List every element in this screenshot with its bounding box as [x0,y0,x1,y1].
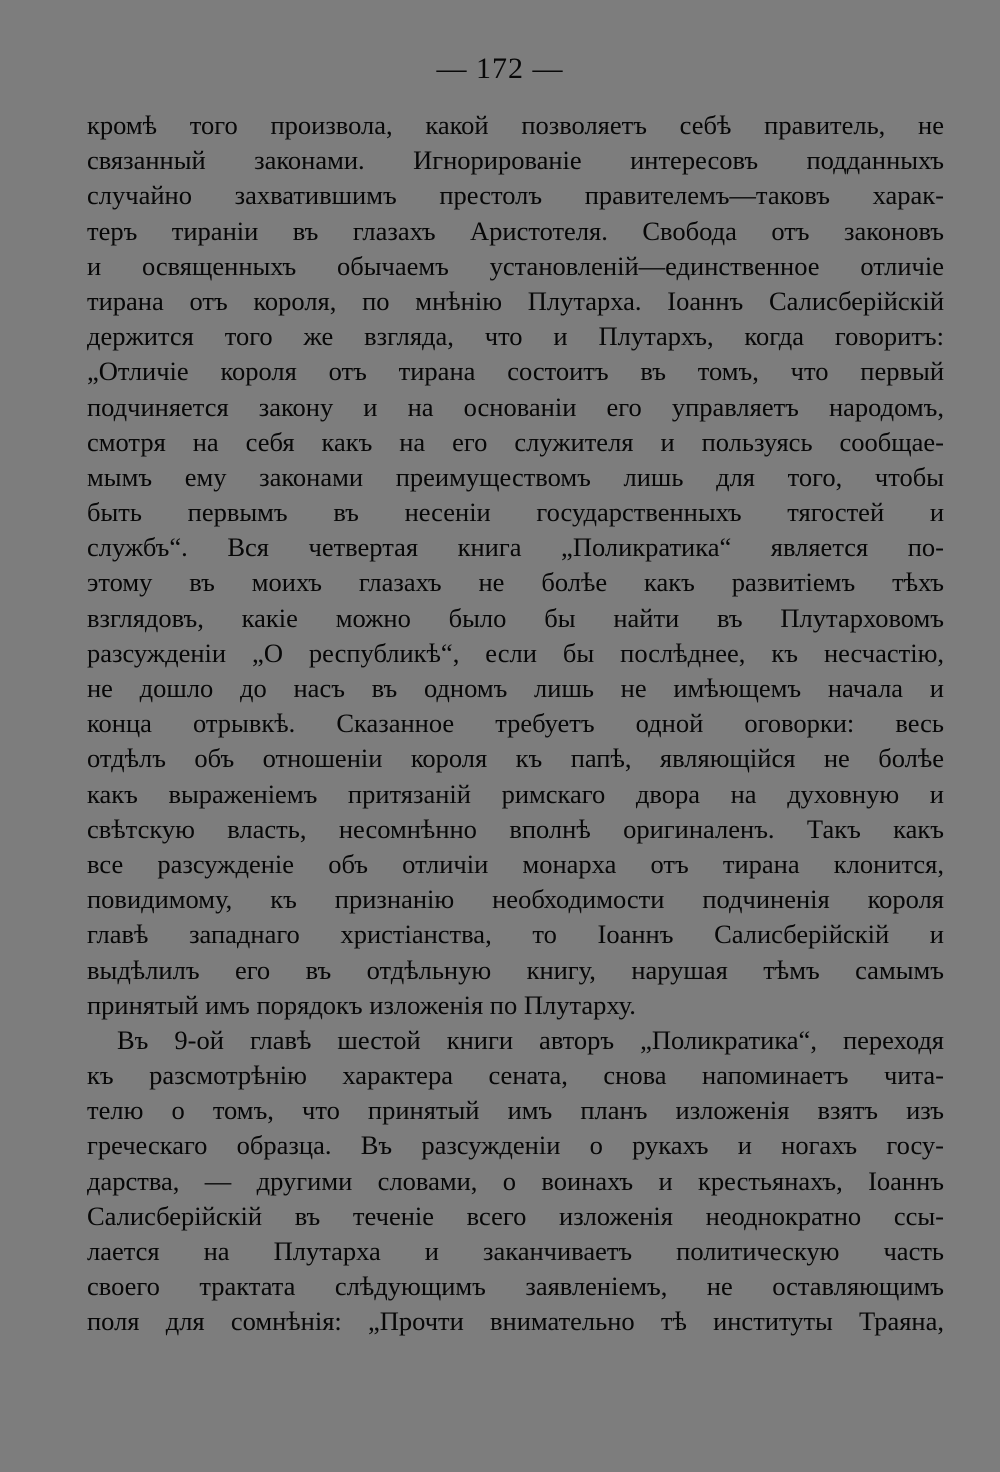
text-line: своего трактата слѣдующимъ заявленіемъ, не оставляющимъ [87,1271,944,1302]
text-line: мымъ ему законами преимуществомъ лишь для того, чтобы [87,461,944,492]
text-line: быть первымъ въ несеніи государственныхъ тягостей и [87,497,944,528]
text-line: связанный законами. Игнорированіе интересовъ подданныхъ [87,145,944,176]
text-line: и освященныхъ обычаемъ установленій—единственное отличіе [87,250,944,281]
text-line: Салисберійскій въ теченіе всего изложенія неоднократно ссы- [87,1200,944,1231]
text-line: тирана отъ короля, по мнѣнію Плутарха. Іоаннъ Салисберійскій [87,285,944,316]
text-line: кромѣ того произвола, какой позволяетъ себѣ правитель, не [87,110,944,140]
text-line: главѣ западнаго христіанства, то Іоаннъ Салисберійскій и [87,919,944,950]
text-line: разсужденіи „О республикѣ“, если бы послѣднее, къ несчастію, [87,637,944,668]
text-line: поля для сомнѣнія: „Прочти внимательно тѣ институты Траяна, [87,1306,944,1337]
paragraph [87,108,944,1023]
text-line: все разсужденіе объ отличіи монарха отъ тирана клонится, [87,848,944,879]
text-line: взглядовъ, какіе можно было бы найти въ Плутарховомъ [87,602,944,633]
text-line: свѣтскую власть, несомнѣнно вполнѣ оригиналенъ. Такъ какъ [87,813,944,844]
text-line: повидимому, къ признанію необходимости подчиненія короля [87,884,944,915]
text-line: службъ“. Вся четвертая книга „Поликратика“ является по- [87,532,944,563]
page-text [87,108,944,1340]
text-line: какъ выраженіемъ притязаній римскаго двора на духовную и [87,778,944,809]
text-line: телю о томъ, что принятый имъ планъ изложенія взятъ изъ [87,1095,944,1126]
text-line: къ разсмотрѣнію характера сената, снова напоминаетъ чита- [87,1060,944,1091]
text-line: смотря на себя какъ на его служителя и пользуясь сообщае- [87,426,944,457]
text-line: принятый имъ порядокъ изложенія по Плутарху. [87,989,636,1020]
paragraph [87,1023,944,1340]
text-line: дарства, — другими словами, о воинахъ и крестьянахъ, Іоаннъ [87,1165,944,1196]
text-line: держится того же взгляда, что и Плутархъ, когда говоритъ: [87,321,944,352]
text-line: „Отличіе короля отъ тирана состоитъ въ томъ, что первый [87,356,944,387]
text-line: этому въ моихъ глазахъ не болѣе какъ развитіемъ тѣхъ [87,567,944,598]
text-line: выдѣлилъ его въ отдѣльную книгу, нарушая тѣмъ самымъ [87,954,944,985]
text-line: Въ 9-ой главѣ шестой книги авторъ „Поликратика“, переходя [117,1024,944,1055]
text-line: лается на Плутарха и заканчиваетъ политическую часть [87,1236,944,1266]
text-line: подчиняется закону и на основаніи его управляетъ народомъ, [87,391,944,422]
text-line: случайно захватившимъ престолъ правителемъ—таковъ харак- [87,180,944,211]
text-line: греческаго образца. Въ разсужденіи о рукахъ и ногахъ госу- [87,1130,944,1161]
text-line: конца отрывкѣ. Сказанное требуетъ одной оговорки: весь [87,708,944,739]
text-line: теръ тираніи въ глазахъ Аристотеля. Свобода отъ законовъ [87,215,944,246]
page-number: — 172 — [436,52,564,85]
text-line: не дошло до насъ въ одномъ лишь не имѣющемъ начала и [87,673,944,703]
text-line: отдѣлъ объ отношеніи короля къ папѣ, являющійся не болѣе [87,743,944,774]
